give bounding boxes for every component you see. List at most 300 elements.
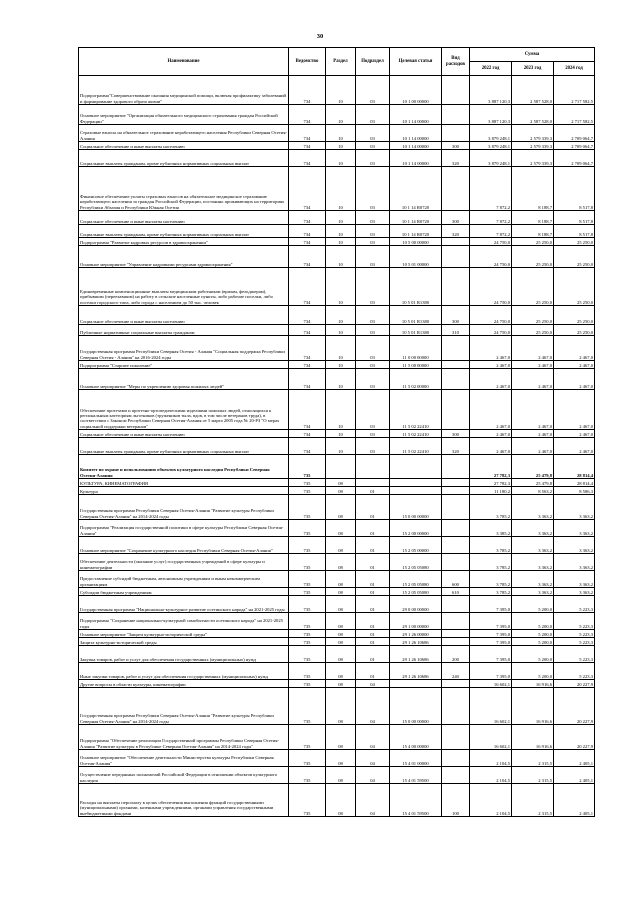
row-expense-type	[442, 495, 470, 520]
row-sum-2022: 2 467,0	[470, 438, 512, 455]
table-row	[79, 588, 595, 596]
row-subsection: 03	[356, 325, 390, 336]
row-sum-2022: 3 879 248,1	[470, 142, 512, 150]
row-name: Комитет по охране и использованию объектов культурного наследия Республики Северная Осетия-Алания	[79, 455, 289, 479]
row-section: 08	[326, 750, 356, 767]
row-ministry: 734	[289, 430, 326, 438]
budget-table	[78, 47, 595, 817]
header-sum: Сумма	[470, 48, 595, 62]
row-subsection: 03	[356, 268, 390, 306]
row-ministry: 735	[289, 646, 326, 663]
row-section	[326, 455, 356, 479]
row-section: 08	[326, 588, 356, 596]
table-row	[79, 167, 595, 211]
table-row	[79, 596, 595, 613]
row-subsection: 03	[356, 430, 390, 438]
row-ministry: 734	[289, 361, 326, 369]
row-ministry: 735	[289, 638, 326, 646]
row-expense-type	[442, 246, 470, 268]
row-target: 10 1 14 R0720	[390, 167, 442, 211]
row-expense-type: 320	[442, 225, 470, 238]
row-sum-2024: 2 467,0	[554, 361, 595, 369]
row-section: 10	[326, 438, 356, 455]
row-sum-2023: 2 467,0	[512, 336, 554, 361]
row-sum-2022: 3 887 120,3	[470, 105, 512, 125]
row-name: Другие вопросы в области культуры, кинематографии	[79, 680, 289, 688]
row-sum-2023: 8 188,7	[512, 225, 554, 238]
table-row	[79, 688, 595, 725]
row-sum-2022: 7 395,0	[470, 646, 512, 663]
row-target: 10 1 14 00000	[390, 142, 442, 150]
header-section: Раздел	[326, 48, 356, 76]
row-sum-2022: 7 395,0	[470, 630, 512, 638]
row-sum-2023: 16 916,6	[512, 688, 554, 725]
row-sum-2022: 24 750,0	[470, 306, 512, 325]
row-name: Подпрограмма "Развитие кадровых ресурсов в здравоохранении"	[79, 238, 289, 246]
row-sum-2022: 24 750,0	[470, 325, 512, 336]
row-sum-2024: 8 586,3	[554, 487, 595, 495]
row-subsection: 03	[356, 225, 390, 238]
row-subsection: 01	[356, 613, 390, 630]
row-target: 29 1 26 10686	[390, 663, 442, 680]
row-sum-2024: 3 363,2	[554, 537, 595, 554]
row-name: Осуществление переданных полномочий Российской Федерации в отношении объектов культурного наследия	[79, 767, 289, 784]
row-sum-2023: 3 363,2	[512, 495, 554, 520]
header-name: Наименование	[79, 48, 289, 76]
table-row	[79, 246, 595, 268]
row-sum-2024: 2 467,0	[554, 336, 595, 361]
row-name: Основное мероприятие "Обеспечение деятельности Министерства культуры Республики Северная Осетия-Алания"	[79, 750, 289, 767]
row-sum-2024: 2 709 064,7	[554, 142, 595, 150]
row-name: Социальные выплаты гражданам, кроме публичных нормативных социальных выплат	[79, 150, 289, 167]
row-expense-type: 310	[442, 325, 470, 336]
row-sum-2023: 2 467,0	[512, 390, 554, 430]
row-target: 10 5 00 00000	[390, 238, 442, 246]
row-target: 15 2 05 05080	[390, 571, 442, 588]
row-target: 10 5 01 R1380	[390, 325, 442, 336]
table-row	[79, 479, 595, 487]
row-sum-2022: 16 602,1	[470, 688, 512, 725]
row-sum-2024: 8 517,8	[554, 211, 595, 225]
row-sum-2024: 28 814,4	[554, 455, 595, 479]
row-sum-2023: 2 467,0	[512, 361, 554, 369]
row-sum-2023: 2 467,0	[512, 438, 554, 455]
table-row	[79, 325, 595, 336]
row-expense-type	[442, 554, 470, 571]
row-expense-type: 300	[442, 142, 470, 150]
row-name: Обеспечение протезами и протезно-ортопедическими изделиями пожилых людей, относящихся к региональным категориям льготников (тружеников тыла, вдов, в том числе ветеранов труда), в соответствии с Законом Республики Северная Осетия-Алания от 5 марта 2005 года № 20-РЗ "О мерах социальной поддержки ветеранов"	[79, 390, 289, 430]
row-subsection: 01	[356, 554, 390, 571]
row-target: 10 1 14 R0720	[390, 211, 442, 225]
row-target: 11 5 02 22410	[390, 438, 442, 455]
row-target: 29 1 00 00000	[390, 613, 442, 630]
row-expense-type	[442, 638, 470, 646]
row-sum-2024: 2 709 064,7	[554, 150, 595, 167]
table-row	[79, 238, 595, 246]
row-subsection: 03	[356, 306, 390, 325]
row-sum-2024: 25 250,0	[554, 325, 595, 336]
row-sum-2023: 8 188,7	[512, 167, 554, 211]
header-subsection: Подраздел	[356, 48, 390, 76]
row-section: 08	[326, 613, 356, 630]
row-name: Основное мероприятие "Управление кадровыми ресурсами здравоохранения"	[79, 246, 289, 268]
row-section: 08	[326, 537, 356, 554]
row-target: 10 5 01 00000	[390, 246, 442, 268]
row-ministry: 735	[289, 663, 326, 680]
row-subsection: 04	[356, 784, 390, 817]
row-target: 15 0 00 00000	[390, 688, 442, 725]
table-row	[79, 750, 595, 767]
row-target: 15 4 01 59500	[390, 784, 442, 817]
table-row	[79, 390, 595, 430]
row-section: 08	[326, 520, 356, 537]
row-ministry: 735	[289, 630, 326, 638]
row-name: Субсидии бюджетным учреждениям	[79, 588, 289, 596]
row-ministry: 734	[289, 76, 326, 105]
row-ministry: 735	[289, 688, 326, 725]
row-sum-2024: 5 223,3	[554, 663, 595, 680]
row-section: 10	[326, 142, 356, 150]
row-section: 08	[326, 638, 356, 646]
row-sum-2022: 2 104,5	[470, 767, 512, 784]
row-sum-2022: 2 467,0	[470, 369, 512, 390]
row-subsection: 03	[356, 142, 390, 150]
row-target: 15 4 01 59500	[390, 767, 442, 784]
table-row	[79, 663, 595, 680]
row-name: Социальное обеспечение и иные выплаты населению	[79, 306, 289, 325]
row-sum-2024: 25 250,0	[554, 246, 595, 268]
row-subsection: 01	[356, 520, 390, 537]
row-sum-2024: 5 223,3	[554, 638, 595, 646]
row-sum-2023: 2 467,0	[512, 369, 554, 390]
row-sum-2022: 7 872,2	[470, 211, 512, 225]
row-name: Социальное обеспечение и иные выплаты населению	[79, 430, 289, 438]
row-name: Государственная программа Республики Северная Осетия-Алания "Развитие культуры Республики Северная Осетия-Алания" на 2014-2024 годы	[79, 495, 289, 520]
row-sum-2023: 5 200,0	[512, 638, 554, 646]
row-expense-type	[442, 596, 470, 613]
row-expense-type	[442, 390, 470, 430]
row-section: 08	[326, 688, 356, 725]
row-sum-2024: 3 363,2	[554, 588, 595, 596]
row-sum-2024: 5 223,3	[554, 596, 595, 613]
row-ministry: 734	[289, 246, 326, 268]
table-row	[79, 150, 595, 167]
row-expense-type: 240	[442, 663, 470, 680]
row-target: 15 4 00 00000	[390, 725, 442, 750]
row-sum-2023: 2 315,5	[512, 784, 554, 817]
header-2022: 2022 год	[470, 62, 512, 76]
row-name: Подпрограмма "Обеспечение реализации Государственной программы Республики Северная Осетия-Алания "Развитие культуры в Республике Северная Осетия-Алания" на 2014-2024 годы"	[79, 725, 289, 750]
row-sum-2023: 25 250,0	[512, 268, 554, 306]
table-row	[79, 495, 595, 520]
row-sum-2022: 2 104,5	[470, 750, 512, 767]
row-target: 11 5 02 22410	[390, 430, 442, 438]
row-ministry: 734	[289, 238, 326, 246]
row-sum-2024: 2 405,1	[554, 750, 595, 767]
table-row	[79, 630, 595, 638]
row-sum-2024: 5 223,3	[554, 646, 595, 663]
row-name: Социальные выплаты гражданам, кроме публичных нормативных социальных выплат	[79, 438, 289, 455]
row-section: 08	[326, 725, 356, 750]
row-sum-2024: 25 250,0	[554, 306, 595, 325]
row-sum-2022: 7 872,2	[470, 167, 512, 211]
row-subsection: 03	[356, 438, 390, 455]
row-subsection: 01	[356, 588, 390, 596]
table-row	[79, 537, 595, 554]
row-section: 10	[326, 246, 356, 268]
row-section: 08	[326, 596, 356, 613]
row-sum-2024: 2 405,1	[554, 767, 595, 784]
row-sum-2024: 3 363,2	[554, 554, 595, 571]
row-subsection: 04	[356, 750, 390, 767]
row-sum-2024: 20 227,9	[554, 725, 595, 750]
row-sum-2022: 3 887 120,3	[470, 76, 512, 105]
row-subsection: 01	[356, 646, 390, 663]
row-ministry: 734	[289, 167, 326, 211]
row-sum-2022: 3 385,2	[470, 520, 512, 537]
row-name: Финансовое обеспечение уплаты страховых взносов на обязательное медицинское страхование неработающего населения за граждан Российской Федерации, постоянно проживающих на территориях Республики Абхазия и Республики Южная Осетия	[79, 167, 289, 211]
row-section: 10	[326, 369, 356, 390]
row-sum-2022: 2 467,0	[470, 361, 512, 369]
row-section: 10	[326, 76, 356, 105]
row-expense-type	[442, 336, 470, 361]
row-sum-2023: 2 315,5	[512, 750, 554, 767]
row-name: Государственная программа "Национально-культурное развитие осетинского народа" на 2021-2025 годы	[79, 596, 289, 613]
row-section: 08	[326, 571, 356, 588]
row-ministry: 734	[289, 105, 326, 125]
row-name: Защита культурно-исторической среды	[79, 638, 289, 646]
row-name: Иные закупки товаров, работ и услуг для обеспечения государственных (муниципальных) нужд	[79, 663, 289, 680]
row-ministry: 734	[289, 306, 326, 325]
row-name: Подпрограмма"Совершенствование оказания медицинской помощи, включая профилактику заболеваний и формирование здорового образа жизни"	[79, 76, 289, 105]
row-target: 15 2 05 05080	[390, 588, 442, 596]
row-target	[390, 479, 442, 487]
row-subsection: 03	[356, 238, 390, 246]
row-sum-2023: 25 250,0	[512, 238, 554, 246]
row-name: Культура	[79, 487, 289, 495]
row-expense-type: 320	[442, 150, 470, 167]
row-expense-type	[442, 167, 470, 211]
header-2023: 2023 год	[512, 62, 554, 76]
header-ministry: Ведомство	[289, 48, 326, 76]
row-ministry: 735	[289, 784, 326, 817]
header-target: Целевая статья	[390, 48, 442, 76]
row-ministry: 735	[289, 596, 326, 613]
row-ministry: 735	[289, 554, 326, 571]
row-sum-2023: 5 200,0	[512, 596, 554, 613]
row-expense-type: 600	[442, 571, 470, 588]
header-2024: 2024 год	[554, 62, 595, 76]
table-row	[79, 211, 595, 225]
row-ministry: 734	[289, 369, 326, 390]
row-target: 10 5 01 R1380	[390, 268, 442, 306]
row-name: Закупка товаров, работ и услуг для обеспечения государственных (муниципальных) нужд	[79, 646, 289, 663]
row-subsection: 03	[356, 361, 390, 369]
row-sum-2022: 2 467,0	[470, 430, 512, 438]
row-section: 10	[326, 105, 356, 125]
row-sum-2022: 3 879 248,1	[470, 125, 512, 142]
row-expense-type	[442, 369, 470, 390]
row-sum-2022: 7 395,0	[470, 638, 512, 646]
row-ministry: 735	[289, 537, 326, 554]
row-expense-type: 320	[442, 438, 470, 455]
row-name: Социальное обеспечение и иные выплаты населению	[79, 142, 289, 150]
row-subsection: 01	[356, 596, 390, 613]
row-section: 08	[326, 495, 356, 520]
row-name: Предоставление субсидий бюджетным, автономным учреждениям и иным некоммерческим организациям	[79, 571, 289, 588]
table-row	[79, 767, 595, 784]
row-sum-2024: 8 517,8	[554, 167, 595, 211]
row-sum-2024: 25 250,0	[554, 238, 595, 246]
row-expense-type: 200	[442, 646, 470, 663]
row-sum-2023: 5 200,0	[512, 646, 554, 663]
row-sum-2023: 5 200,0	[512, 663, 554, 680]
row-expense-type	[442, 455, 470, 479]
row-sum-2023: 3 363,2	[512, 588, 554, 596]
row-ministry: 735	[289, 750, 326, 767]
row-target: 11 5 02 22410	[390, 390, 442, 430]
row-sum-2022: 16 602,1	[470, 680, 512, 688]
row-ministry: 735	[289, 487, 326, 495]
row-sum-2023: 3 363,2	[512, 571, 554, 588]
table-row	[79, 430, 595, 438]
row-sum-2023: 2 315,5	[512, 767, 554, 784]
row-subsection	[356, 455, 390, 479]
row-section: 08	[326, 487, 356, 495]
row-subsection: 01	[356, 537, 390, 554]
row-ministry: 734	[289, 438, 326, 455]
row-ministry: 735	[289, 455, 326, 479]
row-target: 15 2 05 00000	[390, 537, 442, 554]
table-row	[79, 784, 595, 817]
row-sum-2023: 25 479,8	[512, 455, 554, 479]
row-sum-2022: 7 872,2	[470, 225, 512, 238]
row-sum-2024: 3 363,2	[554, 571, 595, 588]
row-sum-2023: 16 916,6	[512, 680, 554, 688]
row-name: Государственная программа Республики Северная Осетия-Алания "Развитие культуры Республики Северная Осетия-Алания" на 2014-2024 годы	[79, 688, 289, 725]
row-section: 08	[326, 663, 356, 680]
row-subsection: 04	[356, 725, 390, 750]
row-name: Основное мероприятие "Защита культурно-исторической среды"	[79, 630, 289, 638]
row-subsection: 03	[356, 105, 390, 125]
row-ministry: 735	[289, 495, 326, 520]
row-sum-2023: 25 479,8	[512, 479, 554, 487]
row-section: 10	[326, 430, 356, 438]
row-sum-2024: 2 709 064,7	[554, 125, 595, 142]
row-subsection: 03	[356, 211, 390, 225]
row-sum-2023: 25 250,0	[512, 246, 554, 268]
row-sum-2022: 3 785,2	[470, 588, 512, 596]
table-row	[79, 336, 595, 361]
row-ministry: 735	[289, 571, 326, 588]
table-row	[79, 268, 595, 306]
row-subsection	[356, 479, 390, 487]
row-expense-type	[442, 680, 470, 688]
row-expense-type	[442, 688, 470, 725]
row-sum-2022: 2 104,5	[470, 784, 512, 817]
row-subsection: 03	[356, 369, 390, 390]
row-sum-2023: 3 363,2	[512, 520, 554, 537]
row-sum-2022: 24 750,0	[470, 246, 512, 268]
row-expense-type	[442, 105, 470, 125]
row-expense-type	[442, 630, 470, 638]
row-subsection: 03	[356, 390, 390, 430]
row-sum-2022: 3 879 248,1	[470, 150, 512, 167]
row-sum-2022: 16 602,1	[470, 725, 512, 750]
row-sum-2022: 7 395,0	[470, 663, 512, 680]
row-expense-type	[442, 725, 470, 750]
row-ministry: 734	[289, 150, 326, 167]
row-sum-2022: 3 785,2	[470, 571, 512, 588]
row-sum-2023: 2 579 339,3	[512, 125, 554, 142]
row-ministry: 735	[289, 479, 326, 487]
table-row	[79, 361, 595, 369]
table-row	[79, 725, 595, 750]
row-name: Публичные нормативные социальные выплаты гражданам	[79, 325, 289, 336]
row-ministry: 735	[289, 725, 326, 750]
row-section: 10	[326, 336, 356, 361]
row-sum-2023: 25 250,0	[512, 325, 554, 336]
row-subsection: 03	[356, 76, 390, 105]
row-subsection: 04	[356, 688, 390, 725]
row-expense-type	[442, 613, 470, 630]
row-sum-2022: 27 782,3	[470, 479, 512, 487]
row-expense-type	[442, 479, 470, 487]
row-subsection: 01	[356, 663, 390, 680]
row-section: 08	[326, 646, 356, 663]
table-row	[79, 369, 595, 390]
row-sum-2024: 5 223,3	[554, 613, 595, 630]
row-sum-2022: 2 467,0	[470, 336, 512, 361]
row-sum-2022: 3 785,2	[470, 495, 512, 520]
row-subsection: 03	[356, 336, 390, 361]
row-name: Основное мероприятие "Сохранение культурного наследия Республики Северная Осетия-Алания"	[79, 537, 289, 554]
row-sum-2022: 11 180,2	[470, 487, 512, 495]
row-section: 10	[326, 390, 356, 430]
row-sum-2024: 20 227,9	[554, 688, 595, 725]
row-section: 08	[326, 554, 356, 571]
row-target	[390, 455, 442, 479]
row-subsection: 04	[356, 680, 390, 688]
row-ministry: 734	[289, 142, 326, 150]
row-section: 10	[326, 325, 356, 336]
row-expense-type: 300	[442, 211, 470, 225]
table-row	[79, 554, 595, 571]
row-name: Обеспечение деятельности (оказание услуг) государственных учреждений в сфере культуры и кинематографии	[79, 554, 289, 571]
row-sum-2023: 2 467,0	[512, 430, 554, 438]
row-sum-2022: 3 785,2	[470, 537, 512, 554]
table-row	[79, 646, 595, 663]
row-target	[390, 680, 442, 688]
table-row	[79, 613, 595, 630]
row-expense-type: 610	[442, 588, 470, 596]
row-target: 10 5 01 R1380	[390, 306, 442, 325]
row-section: 10	[326, 125, 356, 142]
table-row	[79, 638, 595, 646]
row-ministry: 734	[289, 390, 326, 430]
row-name: Страховые взносы на обязательное страхование неработающего населения Республики Северная Осетия-Алания	[79, 125, 289, 142]
table-row	[79, 76, 595, 105]
row-section: 10	[326, 167, 356, 211]
row-expense-type: 300	[442, 306, 470, 325]
row-sum-2022: 24 750,0	[470, 238, 512, 246]
row-sum-2023: 16 916,6	[512, 725, 554, 750]
table-row	[79, 125, 595, 142]
row-sum-2024: 2 467,0	[554, 430, 595, 438]
row-subsection: 01	[356, 630, 390, 638]
row-target: 11 0 00 00000	[390, 336, 442, 361]
row-expense-type	[442, 76, 470, 105]
